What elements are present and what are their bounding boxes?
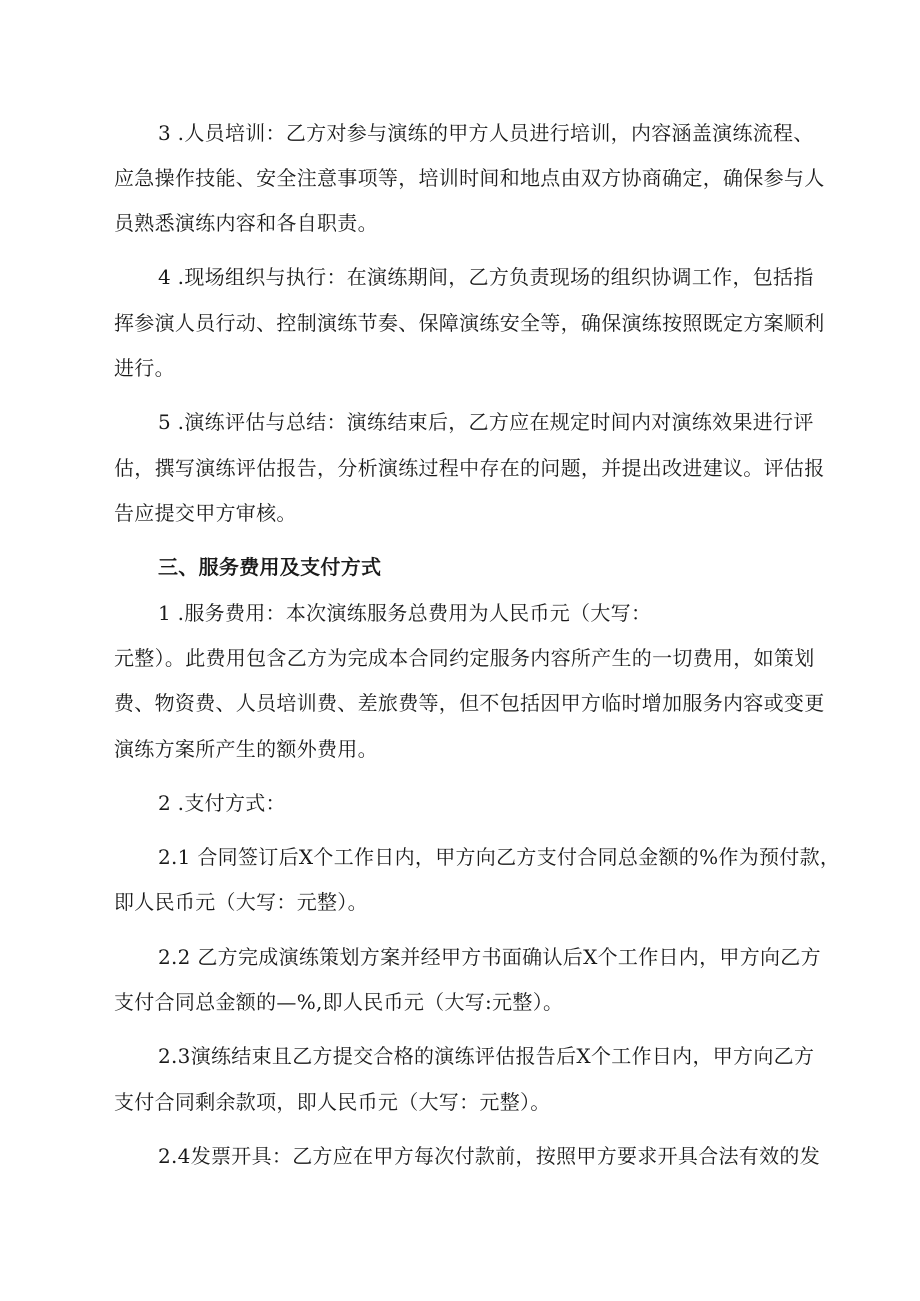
section-heading: 三、服务费用及支付方式 [158,555,382,579]
text-line: 5 .演练评估与总结：演练结束后，乙方应在规定时间内对演练效果进行评 [158,410,814,434]
text-line: 1 .服务费用：本次演练服务总费用为人民币元（大写： [158,601,652,625]
text-line: 3 .人员培训：乙方对参与演练的甲方人员进行培训，内容涵盖演练流程、 [158,121,814,145]
text-line: 支付合同剩余款项，即人民币元（大写：元整）。 [114,1090,551,1114]
text-line: 费、物资费、人员培训费、差旅费等，但不包括因甲方临时增加服务内容或变更 [114,691,825,715]
text-line: 2 .支付方式： [158,791,286,815]
text-line: 2.3演练结束且乙方提交合格的演练评估报告后X个工作日内，甲方向乙方 [158,1044,815,1068]
text-line: 2.2 乙方完成演练策划方案并经甲方书面确认后X个工作日内，甲方向乙方 [158,945,821,969]
text-line: 2.4发票开具：乙方应在甲方每次付款前，按照甲方要求开具合法有效的发 [158,1144,821,1168]
text-line: 演练方案所产生的额外费用。 [114,737,378,761]
text-line: 支付合同总金额的—%,即人民币元（大写:元整）。 [114,990,564,1014]
text-line: 进行。 [114,356,175,380]
text-line: 2.1 合同签订后X个工作日内，甲方向乙方支付合同总金额的%作为预付款， [158,845,841,869]
text-line: 应急操作技能、安全注意事项等，培训时间和地点由双方协商确定，确保参与人 [114,166,825,190]
text-line: 元整）。此费用包含乙方为完成本合同约定服务内容所产生的一切费用，如策划 [114,646,815,670]
text-line: 4 .现场组织与执行：在演练期间，乙方负责现场的组织协调工作，包括指 [158,265,814,289]
text-line: 挥参演人员行动、控制演练节奏、保障演练安全等，确保演练按照既定方案顺利 [114,311,825,335]
text-line: 告应提交甲方审核。 [114,501,297,525]
text-line: 员熟悉演练内容和各自职责。 [114,211,378,235]
text-line: 估，撰写演练评估报告，分析演练过程中存在的问题，并提出改进建议。评估报 [114,456,825,480]
text-line: 即人民币元（大写：元整）。 [114,890,368,914]
